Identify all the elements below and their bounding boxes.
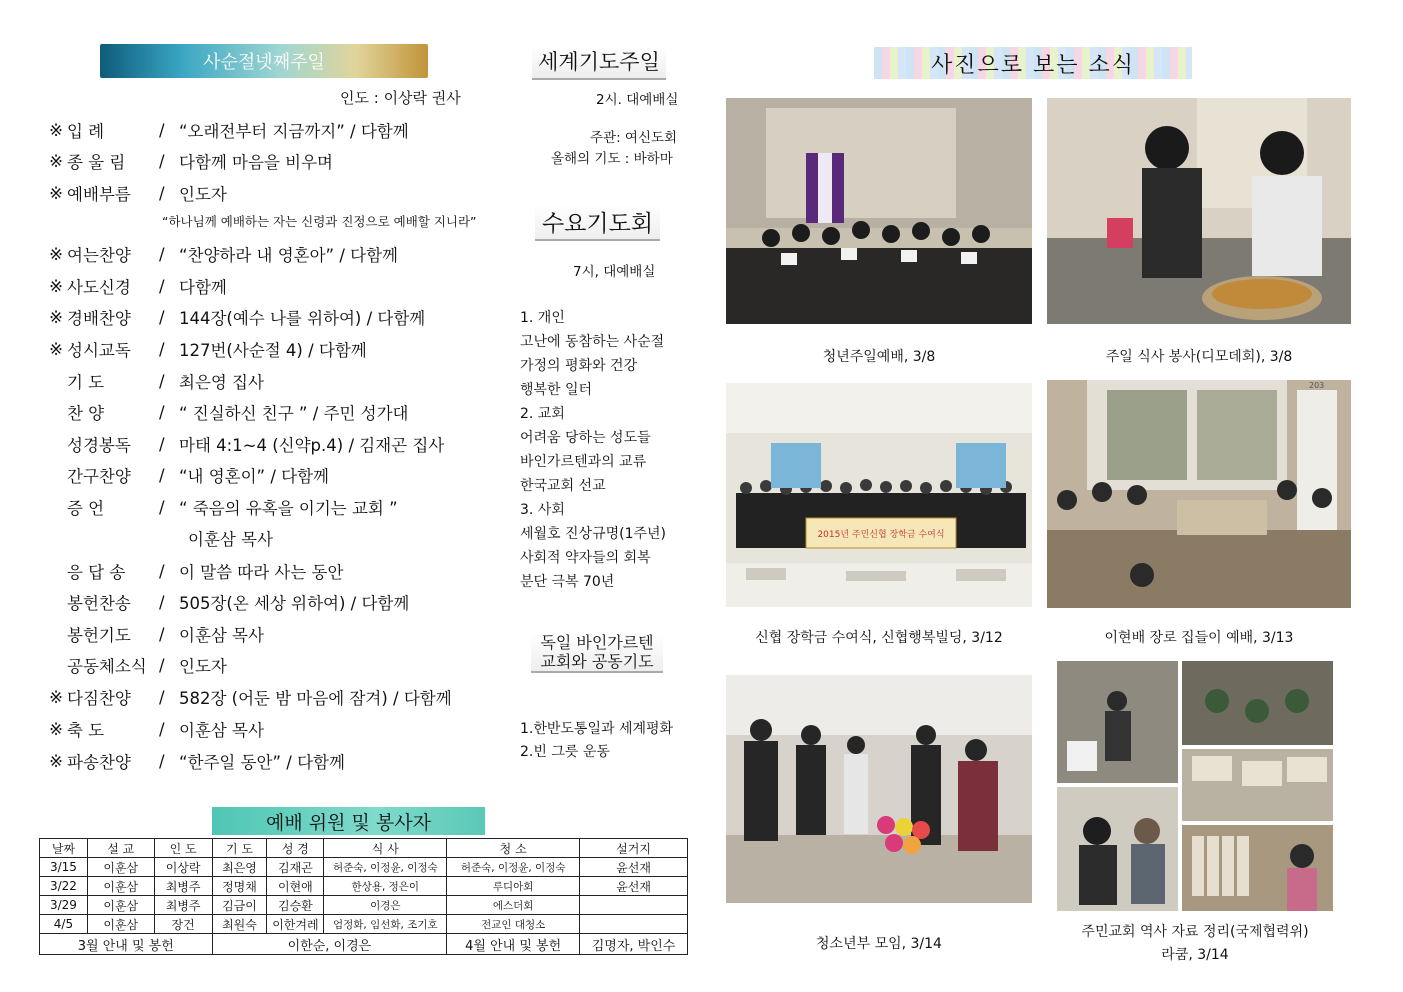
- col-header: 설거지: [580, 839, 688, 858]
- order-item-name: 여는찬양: [67, 246, 131, 265]
- order-item-detail: “한주일 동안” / 다함께: [179, 753, 345, 772]
- room-number: 203: [1309, 381, 1325, 390]
- order-item: [45, 399, 515, 425]
- separator: /: [159, 339, 165, 359]
- order-item-detail: “내 영혼이” / 다함께: [179, 467, 329, 486]
- separator: /: [159, 120, 165, 140]
- photo-caption: 청년주일예배, 3/8: [822, 349, 936, 365]
- cell: 김재곤: [267, 858, 324, 877]
- cell: [580, 896, 688, 915]
- kitchen-service-photo: [1047, 98, 1351, 324]
- separator: /: [159, 624, 165, 644]
- order-item-name: 응 답 송: [67, 563, 126, 582]
- col-header: 청 소: [447, 839, 580, 858]
- photo-caption: 주민교회 역사 자료 정리(국제협력위): [1081, 924, 1309, 940]
- photo-caption: 신협 장학금 수여식, 신협행복빌딩, 3/12: [755, 630, 1003, 646]
- committee-title: 예배 위원 및 봉사자: [266, 811, 431, 834]
- separator: /: [159, 687, 165, 707]
- order-item-detail: 이훈삼 목사: [179, 626, 264, 645]
- cell: 허준숙, 이정윤, 이정숙: [324, 858, 447, 877]
- world-prayer-host: 주관: 여신도회: [590, 130, 678, 146]
- standing-mark: ※: [49, 276, 63, 296]
- order-item: [45, 148, 515, 174]
- list-item: 3. 사회: [520, 502, 565, 518]
- order-item: [45, 180, 515, 206]
- order-item: [45, 304, 515, 330]
- photos-title-banner: [874, 47, 1192, 79]
- order-item: [45, 558, 515, 584]
- order-item-detail: 다함께 마음을 비우며: [179, 153, 333, 172]
- cell: 이한겨레: [267, 915, 324, 934]
- order-item-detail: 582장 (어둔 밤 마음에 잠겨) / 다함께: [179, 689, 452, 708]
- order-item-name: 간구찬양: [67, 467, 131, 486]
- cell: 루디아회: [447, 877, 580, 896]
- cell: 한상용, 정은이: [324, 877, 447, 896]
- col-header: 설 교: [87, 839, 154, 858]
- youth-gathering-photo: [726, 675, 1032, 903]
- list-item: 고난에 동참하는 사순절: [520, 334, 665, 350]
- table-row: [40, 915, 688, 934]
- list-item: 사회적 약자들의 회복: [520, 550, 651, 566]
- order-item-detail: 최은영 집사: [179, 373, 264, 392]
- order-item-detail: 127번(사순절 4) / 다함께: [179, 341, 367, 360]
- world-prayer-title: 세계기도주일: [532, 46, 666, 80]
- order-item-name: 경배찬양: [67, 309, 131, 328]
- order-item-name: 봉헌기도: [67, 626, 131, 645]
- order-item: [45, 368, 515, 394]
- order-item-detail: 이 말씀 따라 사는 동안: [179, 563, 344, 582]
- world-prayer-time: 2시. 대예배실: [596, 92, 679, 108]
- prayer-items: [520, 306, 666, 594]
- order-item: [45, 748, 515, 774]
- separator: /: [159, 276, 165, 296]
- col-header: 인 도: [154, 839, 212, 858]
- order-item-name: 종 울 림: [67, 153, 126, 172]
- order-item: [45, 241, 515, 267]
- call-to-worship-quote: “하나님께 예배하는 자는 신령과 진정으로 예배할 지니라”: [162, 214, 477, 229]
- order-item-detail: 인도자: [179, 657, 227, 676]
- order-item-name: 증 언: [67, 499, 105, 518]
- germany-item: 2.빈 그릇 운동: [520, 744, 610, 760]
- cell: 김승환: [267, 896, 324, 915]
- separator: /: [159, 592, 165, 612]
- scholarship-ceremony-photo: [726, 383, 1032, 607]
- photo-caption: 주일 식사 봉사(디모데회), 3/8: [1105, 349, 1293, 365]
- germany-item: 1.한반도통일과 세계평화: [520, 721, 674, 737]
- committee-title-banner: [212, 807, 485, 835]
- cell: 3/15: [40, 858, 88, 877]
- photo-caption: 청소년부 모임, 3/14: [816, 936, 942, 952]
- cell: 정명채: [212, 877, 267, 896]
- order-item-name: 예배부름: [67, 185, 131, 204]
- cell: 윤선재: [580, 858, 688, 877]
- col-header: 식 사: [324, 839, 447, 858]
- table-row: [40, 877, 688, 896]
- archive-collage-photo: [1057, 661, 1333, 911]
- order-item-name: 사도신경: [67, 278, 131, 297]
- order-item-name: 입 례: [67, 122, 105, 141]
- list-item: 세월호 진상규명(1주년): [520, 526, 666, 542]
- separator: /: [159, 307, 165, 327]
- photo-caption: 이현배 장로 집들이 예배, 3/13: [1104, 630, 1294, 646]
- list-item: 가정의 평화와 건강: [520, 358, 638, 374]
- order-item-name: 기 도: [67, 373, 105, 392]
- standing-mark: ※: [49, 751, 63, 771]
- col-header: 날짜: [40, 839, 88, 858]
- order-item: [45, 273, 515, 299]
- duty-table: [39, 838, 688, 955]
- order-item-detail: 인도자: [179, 185, 227, 204]
- order-item-name: 찬 양: [67, 404, 105, 423]
- cell: 에스더회: [447, 896, 580, 915]
- list-item: 행복한 일터: [520, 382, 593, 398]
- order-item: [45, 336, 515, 362]
- cell: 이훈삼: [87, 896, 154, 915]
- order-item: [45, 716, 515, 742]
- cell: 최은영: [212, 858, 267, 877]
- standing-mark: ※: [49, 687, 63, 707]
- wednesday-prayer-title: 수요기도회: [535, 205, 660, 241]
- list-item: 바인가르텐과의 교류: [520, 454, 647, 470]
- order-item-detail: “찬양하라 내 영혼아” / 다함께: [179, 246, 398, 265]
- photos-title: 사진으로 보는 소식: [930, 52, 1135, 78]
- standing-mark: ※: [49, 307, 63, 327]
- order-item-name: 다짐찬양: [67, 689, 131, 708]
- cell: 윤선재: [580, 877, 688, 896]
- separator: /: [159, 497, 165, 517]
- housewarming-worship-photo: [1047, 380, 1351, 608]
- world-prayer-country: 올해의 기도 : 바하마: [551, 151, 673, 167]
- order-item: [45, 117, 515, 143]
- separator: /: [159, 183, 165, 203]
- standing-mark: ※: [49, 719, 63, 739]
- cell: 3/29: [40, 896, 88, 915]
- cell: 3/22: [40, 877, 88, 896]
- order-item: [45, 462, 515, 488]
- sunday-title: 사순절넷째주일: [203, 52, 325, 73]
- standing-mark: ※: [49, 120, 63, 140]
- table-footer-row: [40, 934, 688, 955]
- cell: 최원숙: [212, 915, 267, 934]
- order-item-detail: 다함께: [179, 278, 227, 297]
- order-item: [45, 621, 515, 647]
- list-item: 분단 극복 70년: [520, 574, 615, 590]
- germany-title-line: 교회와 공동기도: [540, 652, 654, 671]
- cell: 김명자, 박인수: [580, 934, 688, 955]
- separator: /: [159, 151, 165, 171]
- order-item-name: 축 도: [67, 721, 105, 740]
- order-item-name: 파송찬양: [67, 753, 131, 772]
- order-item-detail: 144장(예수 나를 위하여) / 다함께: [179, 309, 426, 328]
- photo-caption: 라쿰, 3/14: [1161, 947, 1229, 963]
- cell: 이현애: [267, 877, 324, 896]
- separator: /: [159, 561, 165, 581]
- cell: 이훈삼: [87, 858, 154, 877]
- col-header: 성 경: [267, 839, 324, 858]
- table-row: [40, 896, 688, 915]
- order-item: [45, 589, 515, 615]
- list-item: 2. 교회: [520, 406, 565, 422]
- standing-mark: ※: [49, 244, 63, 264]
- order-item: [45, 684, 515, 710]
- list-item: 한국교회 선교: [520, 478, 606, 494]
- worship-leader: 인도 : 이상락 권사: [340, 89, 461, 107]
- separator: /: [159, 434, 165, 454]
- table-row: [40, 858, 688, 877]
- cell: 이한순, 이경은: [212, 934, 447, 955]
- cell: 엄정화, 임선화, 조기호: [324, 915, 447, 934]
- separator: /: [159, 719, 165, 739]
- cell: 3월 안내 및 봉헌: [40, 934, 213, 955]
- youth-worship-photo: [726, 98, 1032, 324]
- sunday-title-banner: [100, 44, 428, 78]
- order-item: [45, 431, 515, 457]
- separator: /: [159, 655, 165, 675]
- order-item-detail: “ 진실하신 친구 ” / 주민 성가대: [179, 404, 409, 423]
- separator: /: [159, 465, 165, 485]
- wednesday-prayer-time: 7시, 대예배실: [573, 264, 656, 280]
- cell: 김금이: [212, 896, 267, 915]
- order-item-name: 봉헌찬송: [67, 594, 131, 613]
- cell: 4/5: [40, 915, 88, 934]
- separator: /: [159, 244, 165, 264]
- standing-mark: ※: [49, 339, 63, 359]
- separator: /: [159, 371, 165, 391]
- cell: 이훈삼: [87, 877, 154, 896]
- duty-table-header: [40, 839, 688, 858]
- standing-mark: ※: [49, 151, 63, 171]
- cell: 이상락: [154, 858, 212, 877]
- cell: 이경은: [324, 896, 447, 915]
- cell: 이훈삼: [87, 915, 154, 934]
- separator: /: [159, 751, 165, 771]
- order-item-name: 공동체소식: [67, 657, 147, 676]
- cell: 전교인 대청소: [447, 915, 580, 934]
- cell: 최병주: [154, 877, 212, 896]
- order-item-detail: 이훈삼 목사: [179, 721, 264, 740]
- col-header: 기 도: [212, 839, 267, 858]
- order-item-name: 성시교독: [67, 341, 131, 360]
- list-item: 1. 개인: [520, 310, 565, 326]
- germany-title-line: 독일 바인가르텐: [540, 633, 654, 652]
- order-item-name: 성경봉독: [67, 436, 131, 455]
- standing-mark: ※: [49, 183, 63, 203]
- order-item-detail: 마태 4:1~4 (신약p.4) / 김재곤 집사: [179, 436, 445, 455]
- cell: 장건: [154, 915, 212, 934]
- separator: /: [159, 402, 165, 422]
- list-item: 어려움 당하는 성도들: [520, 430, 651, 446]
- cell: 허준숙, 이정윤, 이정숙: [447, 858, 580, 877]
- cell: [580, 915, 688, 934]
- order-item: [45, 652, 515, 678]
- cell: 최병주: [154, 896, 212, 915]
- germany-prayer-title: [531, 633, 663, 673]
- ceremony-banner-text: 2015년 주민신협 장학금 수여식: [817, 530, 945, 540]
- order-item-detail: 505장(온 세상 위하여) / 다함께: [179, 594, 410, 613]
- cell: 4월 안내 및 봉헌: [447, 934, 580, 955]
- order-item-detail: “오래전부터 지금까지” / 다함께: [179, 122, 409, 141]
- order-item-detail: “ 죽음의 유혹을 이기는 교회 ”: [179, 499, 398, 518]
- testimony-speaker: 이훈삼 목사: [188, 530, 273, 549]
- order-item: [45, 494, 515, 520]
